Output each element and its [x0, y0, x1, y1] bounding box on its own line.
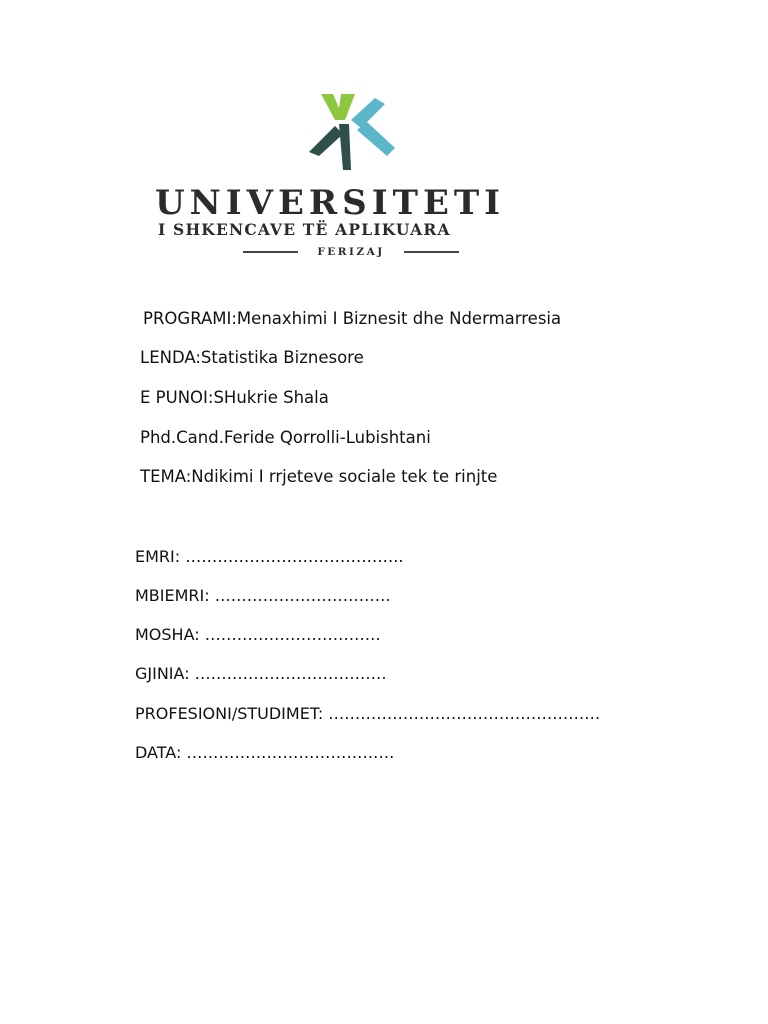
- author-line: E PUNOI:SHukrie Shala: [140, 388, 329, 407]
- surname-field: MBIEMRI: ……………………………: [135, 586, 391, 605]
- university-subtitle: I SHKENCAVE TË APLIKUARA: [158, 220, 451, 239]
- subject-line: LENDA:Statistika Biznesore: [140, 348, 364, 367]
- date-field: DATA: …………………………………: [135, 743, 395, 762]
- university-name: UNIVERSITETI: [155, 183, 506, 223]
- profession-field: PROFESIONI/STUDIMET: ……………………………………………: [135, 704, 601, 723]
- divider-line-left: [243, 251, 298, 253]
- supervisor-line: Phd.Cand.Feride Qorrolli-Lubishtani: [140, 428, 431, 447]
- topic-line: TEMA:Ndikimi I rrjeteve sociale tek te rinjte: [140, 467, 498, 486]
- age-field: MOSHA: ……………………………: [135, 625, 381, 644]
- university-city-row: [243, 244, 459, 260]
- university-logo-mark-icon: [305, 92, 399, 170]
- university-city: FERIZAJ: [317, 246, 385, 258]
- divider-line-right: [404, 251, 459, 253]
- gender-field: GJINIA: ………………………………: [135, 664, 387, 683]
- program-line: PROGRAMI:Menaxhimi I Biznesit dhe Ndermarresia: [143, 309, 562, 328]
- name-field: EMRI: …………………………………..: [135, 547, 404, 566]
